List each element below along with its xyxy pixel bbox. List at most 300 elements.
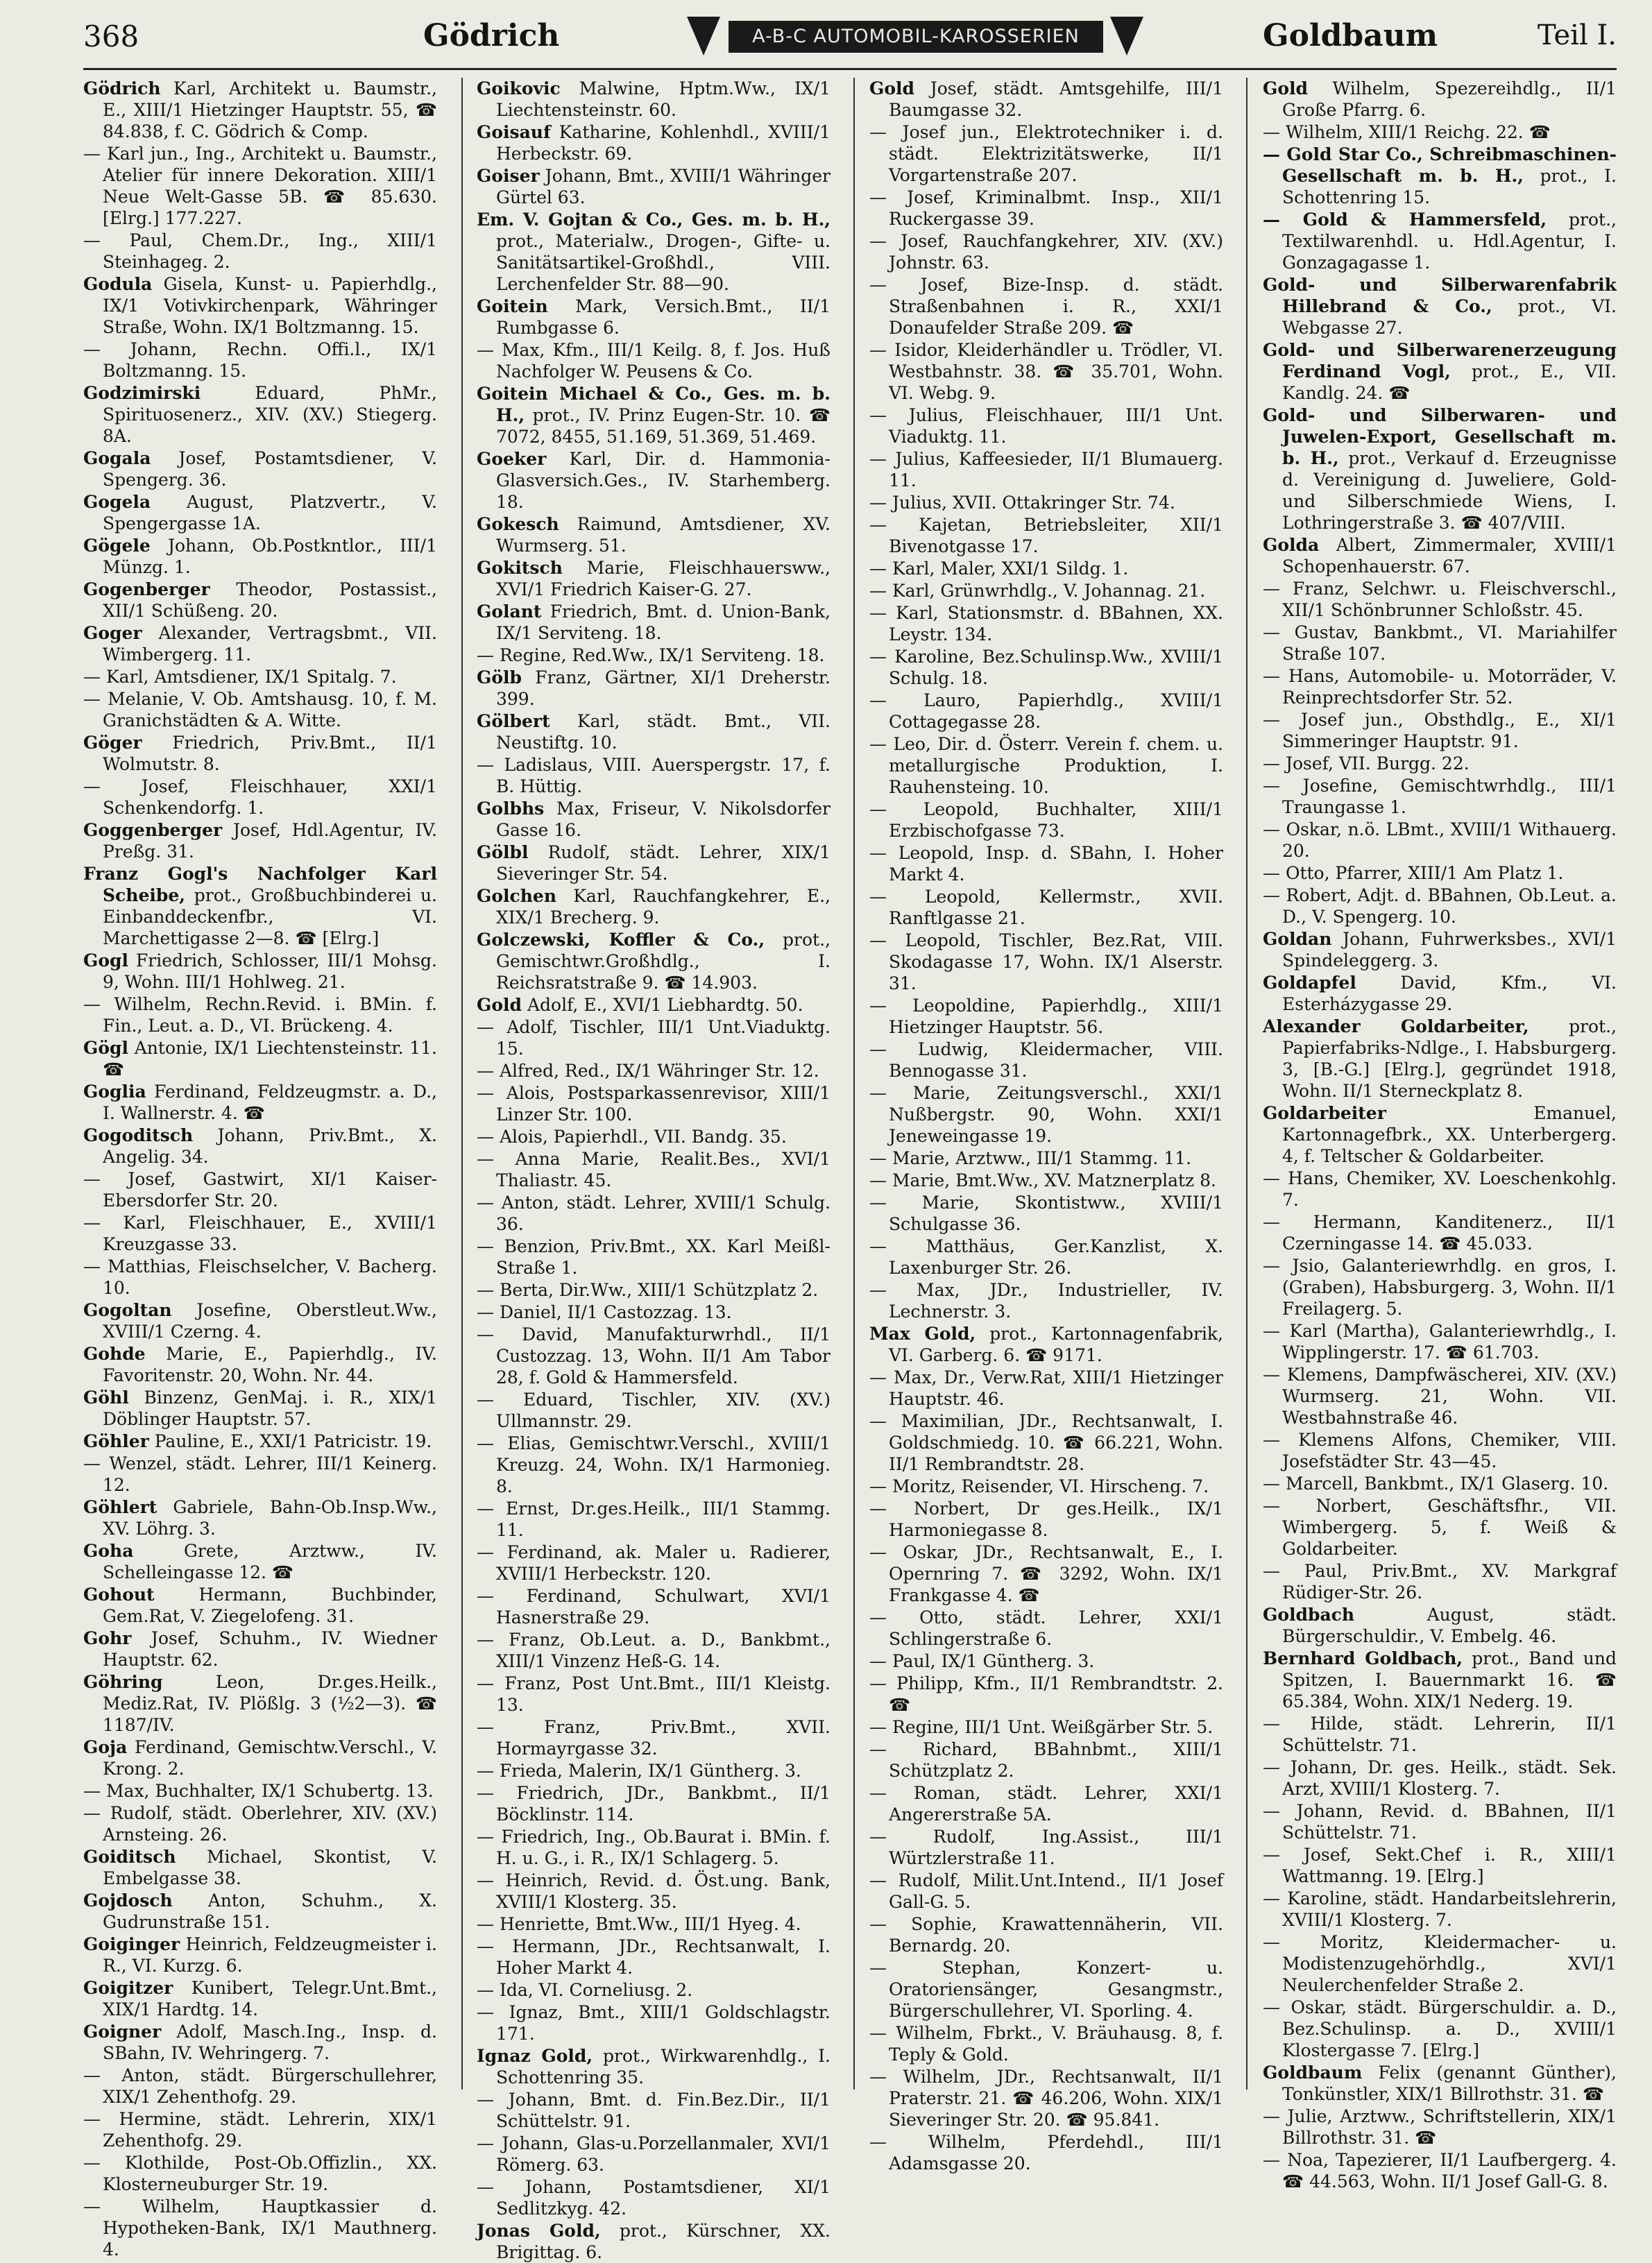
entry-details: — Franz, Post Unt.Bmt., III/1 Kleistg. 13.: [477, 1673, 831, 1715]
entry-details: Malwine, Hptm.Ww., IX/1 Liechtensteinstr. 60.: [496, 78, 831, 120]
directory-entry: [1263, 885, 1617, 928]
directory-entry: [869, 121, 1223, 186]
entry-surname: Gold: [869, 78, 915, 99]
entry-details: — Rudolf, Milit.Unt.Intend., II/1 Josef Gall-G. 5.: [869, 1870, 1223, 1912]
entry-details: — David, Manufakturwrhdl., II/1 Custozzag. 13, Wohn. II/1 Am Tabor 28, f. Gold & Hammersfeld.: [477, 1324, 831, 1387]
directory-entry: [1263, 1560, 1617, 1603]
directory-entry: [477, 1979, 831, 2001]
entry-details: — Richard, BBahnbmt., XIII/1 Schützplatz 2.: [869, 1739, 1223, 1781]
entry-details: — Anna Marie, Realit.Bes., XVI/1 Thaliastr. 45.: [477, 1149, 831, 1190]
directory-entry: [869, 1739, 1223, 1782]
directory-entry: [1263, 1888, 1617, 1931]
entry-details: prot., Wirkwarenhdlg., I. Schottenring 35.: [496, 2046, 831, 2087]
entry-details: — Moritz, Kleidermacher- u. Modistenzugehörhdlg., XVI/1 Neulerchenfelder Straße 2.: [1263, 1932, 1617, 1995]
directory-entry: [83, 1628, 437, 1671]
directory-entry: [869, 1542, 1223, 1606]
entry-details: — Maximilian, JDr., Rechtsanwalt, I. Goldschmiedg. 10. ☎ 66.221, Wohn. II/1 Rembrandtstr. 28.: [869, 1411, 1223, 1474]
entry-surname: Gogoditsch: [83, 1125, 194, 1145]
directory-entry: [1263, 972, 1617, 1015]
entry-surname: Goitein: [477, 296, 548, 316]
entry-details: — Karl, Grünwrhdlg., V. Johannag. 21.: [869, 581, 1206, 601]
entry-details: — Josef, VII. Burgg. 22.: [1263, 753, 1470, 774]
entry-details: prot., Kartonnagenfabrik, VI. Garberg. 6. ☎ 9171.: [889, 1324, 1224, 1365]
directory-entry: [83, 1496, 437, 1539]
entry-details: — Josefine, Gemischtwrhdlg., III/1 Traungasse 1.: [1263, 776, 1617, 817]
entry-surname: Gölbert: [477, 711, 550, 731]
entry-details: — Oskar, JDr., Rechtsanwalt, E., I. Opernring 7. ☎ 3292, Wohn. IX/1 Frankgasse 4. ☎: [869, 1542, 1223, 1605]
entry-details: Friedrich, Priv.Bmt., II/1 Wolmutstr. 8.: [103, 733, 437, 774]
entry-details: — Frieda, Malerin, IX/1 Güntherg. 3.: [477, 1761, 801, 1781]
entry-surname: Goigitzer: [83, 1978, 173, 1998]
directory-entry: [83, 688, 437, 731]
entry-details: Mark, Versich.Bmt., II/1 Rumbgasse 6.: [496, 296, 831, 338]
directory-entry: [477, 383, 831, 447]
column-4: [1263, 78, 1617, 2192]
directory-entry: [1263, 1997, 1617, 2061]
directory-entry: [869, 799, 1223, 842]
entry-details: Raimund, Amtsdiener, XV. Wurmserg. 51.: [496, 514, 831, 556]
directory-entry: [1263, 775, 1617, 818]
entry-details: — Hermine, städt. Lehrerin, XIX/1 Zehenthofg. 29.: [83, 2109, 437, 2151]
entry-details: — Klemens Alfons, Chemiker, VIII. Josefstädter Str. 43—45.: [1263, 1430, 1617, 1471]
entry-details: — Max, Dr., Verw.Rat, XIII/1 Hietzinger Hauptstr. 46.: [869, 1367, 1223, 1409]
directory-entry: [477, 1301, 831, 1323]
entry-surname: Goldan: [1263, 929, 1332, 949]
directory-entry: [477, 1673, 831, 1716]
entry-details: Johann, Ob.Postkntlor., III/1 Münzg. 1.: [103, 536, 437, 577]
entry-details: — Leo, Dir. d. Österr. Verein f. chem. u. metallurgische Produktion, I. Rauhensteing. 10.: [869, 734, 1223, 797]
directory-entry: [83, 1802, 437, 1845]
entry-details: Karl, städt. Bmt., VII. Neustiftg. 10.: [496, 711, 831, 753]
directory-entry: [477, 78, 831, 121]
entry-details: Wilhelm, Spezereihdlg., II/1 Große Pfarrg. 6.: [1282, 78, 1617, 120]
page-number: 368: [83, 19, 139, 53]
directory-entry: [869, 492, 1223, 513]
directory-entry: [869, 1673, 1223, 1716]
directory-entry: [83, 732, 437, 775]
entry-details: Karl, Dir. d. Hammonia-Glasversich.Ges., IV. Starhemberg. 18.: [496, 449, 831, 512]
entry-details: Gisela, Kunst- u. Papierhdlg., IX/1 Votivkirchenpark, Währinger Straße, Wohn. IX/1 Boltzmanng. 15.: [103, 274, 437, 337]
entry-details: Theodor, Postassist., XII/1 Schüßeng. 20.: [103, 579, 437, 621]
directory-entry: [477, 885, 831, 928]
directory-entry: [869, 1082, 1223, 1147]
entry-surname: Gohout: [83, 1585, 155, 1605]
directory-entry: [477, 1716, 831, 1759]
directory-entry: [83, 1387, 437, 1430]
entry-details: — Anton, städt. Lehrer, XVIII/1 Schulg. 36.: [477, 1193, 831, 1234]
entry-details: August, städt. Bürgerschuldir., V. Embelg. 46.: [1282, 1605, 1617, 1646]
directory-entry: [869, 1826, 1223, 1869]
entry-details: prot., Papierfabriks-Ndlge., I. Habsburgerg. 3, [B.-G.] [Elrg.], gegründet 1918, Wohn. II/1 Sterneckplatz 8.: [1282, 1016, 1617, 1101]
entry-surname: Goiser: [477, 166, 540, 186]
entry-surname: Goitein Michael & Co., Ges. m. b. H.,: [477, 384, 831, 425]
entry-details: — Norbert, Dr ges.Heilk., IX/1 Harmoniegasse 8.: [869, 1498, 1223, 1540]
directory-entry: [869, 514, 1223, 557]
directory-entry: [83, 1584, 437, 1627]
directory-entry: [83, 666, 437, 688]
directory-entry: [83, 230, 437, 273]
entry-details: — Klothilde, Post-Ob.Offizlin., XX. Klosterneuburger Str. 19.: [83, 2153, 437, 2194]
directory-entry: [83, 1846, 437, 1889]
entry-details: — Karl jun., Ing., Architekt u. Baumstr., Atelier für innere Dekoration. XIII/1 Neue Welt-Gasse 5B. ☎ 85.630. [Elrg.] 177.227.: [83, 144, 437, 228]
directory-entry: [83, 993, 437, 1036]
directory-entry: [83, 1736, 437, 1779]
entry-details: — Franz, Selchwr. u. Fleischverschl., XII/1 Schönbrunner Schloßstr. 45.: [1263, 579, 1617, 620]
directory-entry: [869, 995, 1223, 1038]
entry-details: — Julius, Kaffeesieder, II/1 Blumauerg. 11.: [869, 449, 1223, 490]
ornament-right-icon: [1110, 17, 1143, 55]
directory-entry: [477, 929, 831, 993]
directory-entry: [477, 1148, 831, 1191]
directory-entry: [83, 382, 437, 447]
directory-entry: [869, 78, 1223, 121]
directory-entry: [477, 798, 831, 841]
directory-entry: [1263, 819, 1617, 862]
entry-details: — Wilhelm, Pferdehdl., III/1 Adamsgasse 20.: [869, 2132, 1223, 2174]
entry-details: Marie, E., Papierhdlg., IV. Favoritenstr. 20, Wohn. Nr. 44.: [103, 1344, 437, 1385]
entry-surname: Gögl: [83, 1038, 129, 1058]
entry-details: Binzenz, GenMaj. i. R., XIX/1 Döblinger Hauptstr. 57.: [103, 1387, 437, 1429]
directory-entry: [477, 667, 831, 710]
directory-entry: [83, 1933, 437, 1976]
directory-entry: [477, 1192, 831, 1235]
directory-entry: [1263, 339, 1617, 404]
column-divider: [1246, 78, 1247, 2090]
directory-entry: [477, 448, 831, 513]
directory-entry: [1263, 862, 1617, 884]
directory-entry: [1263, 1757, 1617, 1800]
directory-entry: [83, 579, 437, 622]
directory-entry: [869, 1323, 1223, 1366]
entry-details: — Karl, Fleischhauer, E., XVIII/1 Kreuzgasse 33.: [83, 1213, 437, 1254]
entry-details: — Henriette, Bmt.Ww., III/1 Hyeg. 4.: [477, 1914, 801, 1934]
entry-surname: Golant: [477, 601, 542, 622]
directory-entry: [869, 2131, 1223, 2174]
directory-entry: [477, 1498, 831, 1541]
directory-entry: [83, 1540, 437, 1583]
directory-entry: [869, 1476, 1223, 1497]
entry-surname: Goiditsch: [83, 1847, 176, 1867]
directory-entry: [477, 121, 831, 164]
directory-entry: [869, 1716, 1223, 1738]
entry-details: Michael, Skontist, V. Embelgasse 38.: [103, 1847, 437, 1888]
directory-entry: [83, 1081, 437, 1124]
directory-entry: [869, 1147, 1223, 1169]
directory-entry: [477, 1060, 831, 1082]
entry-details: Johann, Priv.Bmt., X. Angelig. 34.: [103, 1125, 437, 1167]
entry-details: — Josef, Kriminalbmt. Insp., XII/1 Ruckergasse 39.: [869, 187, 1223, 229]
directory-entry: [83, 2065, 437, 2108]
entry-details: — Benzion, Priv.Bmt., XX. Karl Meißl-Straße 1.: [477, 1236, 831, 1278]
directory-entry: [477, 2133, 831, 2176]
entry-surname: Gohde: [83, 1344, 146, 1364]
entry-details: — Eduard, Tischler, XIV. (XV.) Ullmannstr. 29.: [477, 1390, 831, 1431]
entry-surname: Goja: [83, 1737, 128, 1757]
entry-surname: Max Gold,: [869, 1324, 976, 1344]
directory-entry: [1263, 1168, 1617, 1211]
directory-entry: [477, 1433, 831, 1497]
directory-entry: [869, 2022, 1223, 2065]
directory-entry: [83, 2196, 437, 2260]
directory-entry: [83, 776, 437, 819]
entry-surname: Em. V. Gojtan & Co., Ges. m. b. H.,: [477, 210, 831, 230]
entry-details: Pauline, E., XXI/1 Patricistr. 19.: [154, 1431, 432, 1451]
entry-details: Karl, Rauchfangkehrer, E., XIX/1 Brecherg. 9.: [496, 886, 831, 928]
directory-entry: [477, 644, 831, 666]
entry-details: — Friedrich, Ing., Ob.Baurat i. BMin. f. H. u. G., i. R., IX/1 Schlagerg. 5.: [477, 1827, 831, 1868]
entry-surname: Franz Gogl's Nachfolger Karl Scheibe,: [83, 864, 437, 905]
entry-surname: Godzimirski: [83, 383, 201, 403]
directory-entry: [1263, 1800, 1617, 1843]
entry-details: — Wilhelm, Fbrkt., V. Bräuhausg. 8, f. Teply & Gold.: [869, 2023, 1223, 2065]
volume-label: Teil I.: [1537, 19, 1617, 51]
entry-details: Josef, Hdl.Agentur, IV. Preßg. 31.: [103, 820, 437, 862]
entry-details: — Ludwig, Kleidermacher, VIII. Bennogasse 31.: [869, 1039, 1223, 1081]
directory-entry: [477, 601, 831, 644]
entry-details: — Regine, Red.Ww., IX/1 Serviteng. 18.: [477, 645, 825, 665]
entry-details: Leon, Dr.ges.Heilk., Mediz.Rat, IV. Plößlg. 3 (½2—3). ☎ 1187/IV.: [103, 1672, 438, 1735]
directory-entry: [477, 1782, 831, 1825]
directory-entry: [869, 1236, 1223, 1279]
directory-entry: [1263, 1429, 1617, 1472]
entry-details: August, Platzvertr., V. Spengergasse 1A.: [103, 492, 438, 533]
entry-details: — Oskar, n.ö. LBmt., XVIII/1 Withauerg. 20.: [1263, 819, 1617, 861]
entry-surname: Göhring: [83, 1672, 163, 1692]
entry-details: — Johann, Glas-u.Porzellanmaler, XVI/1 Römerg. 63.: [477, 2133, 831, 2175]
entry-surname: Goeker: [477, 449, 547, 469]
entry-details: — Karoline, städt. Handarbeitslehrerin, XVIII/1 Klosterg. 7.: [1263, 1888, 1617, 1930]
directory-entry: [83, 819, 437, 862]
entry-details: Johann, Fuhrwerksbes., XVI/1 Spindeleggerg. 3.: [1282, 929, 1617, 971]
directory-entry: [869, 1039, 1223, 1082]
entry-details: — Josef, Bize-Insp. d. städt. Straßenbahnen i. R., XXI/1 Donaufelder Straße 209. ☎: [869, 275, 1223, 338]
entry-details: — Karl, Amtsdiener, IX/1 Spitalg. 7.: [83, 667, 397, 687]
entry-details: — Adolf, Tischler, III/1 Unt.Viaduktg. 15.: [477, 1017, 831, 1059]
directory-entry: [1263, 2062, 1617, 2105]
directory-entry: [1263, 404, 1617, 533]
entry-surname: Göger: [83, 733, 142, 753]
entry-details: — Hermann, Kanditenerz., II/1 Czerningasse 14. ☎ 45.033.: [1263, 1212, 1617, 1254]
entry-surname: Gold: [477, 995, 522, 1015]
directory-entry: [83, 1299, 437, 1342]
entry-surname: Gölb: [477, 667, 522, 688]
directory-entry: [477, 1913, 831, 1935]
directory-entry: [869, 1870, 1223, 1913]
entry-details: — Sophie, Krawattennäherin, VII. Bernardg. 20.: [869, 1914, 1223, 1956]
directory-entry: [1263, 1604, 1617, 1647]
entry-details: — Marie, Skontistww., XVIII/1 Schulgasse 36.: [869, 1193, 1223, 1234]
directory-entry: [869, 187, 1223, 230]
entry-details: — Leopold, Buchhalter, XIII/1 Erzbischofgasse 73.: [869, 799, 1223, 841]
entry-details: prot., E., VII. Kandlg. 24. ☎: [1282, 361, 1617, 403]
directory-entry: [1263, 1713, 1617, 1756]
directory-entry: [83, 2108, 437, 2151]
directory-entry: [1263, 1931, 1617, 1996]
entry-details: — Max, Kfm., III/1 Keilg. 8, f. Jos. Huß Nachfolger W. Peusens & Co.: [477, 340, 831, 382]
directory-entry: [83, 1890, 437, 1933]
directory-entry: [869, 1607, 1223, 1650]
directory-entry: [1263, 144, 1617, 208]
directory-entry: [83, 2021, 437, 2064]
entry-details: — Marie, Bmt.Ww., XV. Matznerplatz 8.: [869, 1170, 1216, 1190]
directory-entry: [1263, 1211, 1617, 1254]
entry-surname: Goha: [83, 1541, 134, 1561]
entry-surname: Gold- und Silberwarenerzeugung Ferdinand Vogl,: [1263, 340, 1617, 382]
entry-details: Antonie, IX/1 Liechtensteinstr. 11. ☎: [103, 1038, 437, 1079]
entry-details: Albert, Zimmermaler, XVIII/1 Schopenhauerstr. 67.: [1282, 535, 1617, 577]
directory-entry: [477, 1936, 831, 1979]
entry-surname: Goldarbeiter: [1263, 1103, 1386, 1123]
entry-surname: Golczewski, Koffler & Co.,: [477, 930, 765, 950]
entry-details: — Otto, städt. Lehrer, XXI/1 Schlingerstraße 6.: [869, 1607, 1223, 1649]
directory-entry: [83, 1431, 437, 1452]
entry-details: — Wilhelm, Rechn.Revid. i. BMin. f. Fin., Leut. a. D., VI. Brückeng. 4.: [83, 994, 437, 1036]
entry-details: — Hilde, städt. Lehrerin, II/1 Schüttelstr. 71.: [1263, 1714, 1617, 1755]
entry-surname: Gold- und Silberwarenfabrik Hillebrand & Co.,: [1263, 275, 1617, 316]
entry-surname: — Gold Star Co., Schreibmaschinen-Gesellschaft m. b. H.,: [1263, 144, 1617, 186]
directory-entry: [477, 1279, 831, 1301]
directory-entry: [477, 1082, 831, 1125]
entry-details: — Moritz, Reisender, VI. Hirscheng. 7.: [869, 1476, 1209, 1496]
entry-details: — Josef jun., Obsthdlg., E., XI/1 Simmeringer Hauptstr. 91.: [1263, 710, 1617, 751]
directory-entry: [1263, 1102, 1617, 1167]
directory-entry: [83, 339, 437, 382]
directory-entry: [869, 274, 1223, 339]
directory-entry: [83, 1780, 437, 1802]
directory-entry: [1263, 1648, 1617, 1712]
directory-entry: [869, 404, 1223, 447]
entry-surname: Gojdosch: [83, 1890, 173, 1911]
entry-details: — Franz, Ob.Leut. a. D., Bankbmt., XIII/1 Vinzenz Heß-G. 14.: [477, 1630, 831, 1671]
entry-details: — Johann, Revid. d. BBahnen, II/1 Schüttelstr. 71.: [1263, 1801, 1617, 1843]
entry-details: — Wilhelm, Hauptkassier d. Hypotheken-Bank, IX/1 Mauthnerg. 4.: [83, 2196, 437, 2260]
entry-surname: Gogenberger: [83, 579, 210, 599]
directory-entry: [1263, 622, 1617, 665]
directory-entry: [83, 950, 437, 993]
entry-details: Josef, Postamtsdiener, V. Spengerg. 36.: [103, 448, 437, 490]
entry-details: Felix (genannt Günther), Tonkünstler, XIX/1 Billrothstr. 31. ☎: [1282, 2063, 1617, 2104]
entry-details: Alexander, Vertragsbmt., VII. Wimbergerg. 11.: [103, 623, 437, 665]
entry-details: — Johann, Dr. ges. Heilk., städt. Sek. Arzt, XVIII/1 Klosterg. 7.: [1263, 1757, 1617, 1799]
entry-details: — Leopoldine, Papierhdlg., XIII/1 Hietzinger Hauptstr. 56.: [869, 996, 1223, 1037]
directory-entry: [477, 296, 831, 339]
directory-entry: [83, 1125, 437, 1168]
entry-details: Katharine, Kohlenhdl., XVIII/1 Herbeckstr. 69.: [496, 122, 831, 164]
entry-details: prot., Band und Spitzen, I. Bauernmarkt 16. ☎ 65.384, Wohn. XIX/1 Nederg. 19.: [1282, 1648, 1617, 1711]
entry-surname: Goggenberger: [83, 820, 223, 840]
directory-entry: [477, 754, 831, 797]
entry-details: prot., VI. Webgasse 27.: [1282, 296, 1617, 338]
entry-details: — Ferdinand, ak. Maler u. Radierer, XVIII/1 Herbeckstr. 120.: [477, 1542, 831, 1584]
entry-details: — Julius, XVII. Ottakringer Str. 74.: [869, 493, 1175, 513]
entry-details: David, Kfm., VI. Esterházygasse 29.: [1282, 973, 1617, 1014]
entry-details: — Rudolf, Ing.Assist., III/1 Würtzlerstraße 11.: [869, 1827, 1223, 1868]
entry-details: — Berta, Dir.Ww., XIII/1 Schützplatz 2.: [477, 1280, 819, 1300]
directory-entry: [869, 1279, 1223, 1322]
directory-entry: [869, 230, 1223, 273]
entry-details: — Gustav, Bankbmt., VI. Mariahilfer Straße 107.: [1263, 622, 1617, 664]
directory-entry: [477, 1542, 831, 1585]
entry-details: — Melanie, V. Ob. Amtshausg. 10, f. M. Granichstädten & A. Witte.: [83, 689, 437, 731]
entry-details: prot., IV. Prinz Eugen-Str. 10. ☎ 7072, 8455, 51.169, 51.369, 51.469.: [496, 405, 831, 447]
entry-details: prot., Verkauf d. Erzeugnisse d. Vereinigung d. Juweliere, Gold- und Silberschmiede Wiens, I. Lothringerstraße 3. ☎ 407/VIII.: [1282, 448, 1617, 533]
entry-details: Ferdinand, Feldzeugmstr. a. D., I. Wallnerstr. 4. ☎: [103, 1082, 437, 1123]
directory-entry: [1263, 709, 1617, 752]
entry-surname: Goigner: [83, 2022, 162, 2042]
left-running-head: Gödrich: [423, 18, 560, 53]
entry-surname: Jonas Gold,: [477, 2221, 601, 2241]
directory-entry: [1263, 928, 1617, 971]
directory-entry: [869, 1192, 1223, 1235]
directory-entry: [477, 339, 831, 382]
column-divider: [853, 78, 855, 2090]
entry-details: Friedrich, Bmt. d. Union-Bank, IX/1 Serviteng. 18.: [496, 601, 831, 643]
directory-entry: [869, 1650, 1223, 1672]
column-2: [477, 78, 831, 2262]
entry-details: prot., Großbuchbinderei u. Einbanddeckenfbr., VI. Marchettigasse 2—8. ☎ [Elrg.]: [103, 885, 437, 948]
directory-entry: [869, 1498, 1223, 1541]
entry-details: — Josef, Sekt.Chef i. R., XIII/1 Wattmanng. 19. [Elrg.]: [1263, 1845, 1617, 1886]
directory-entry: [869, 886, 1223, 929]
entry-details: — Johann, Rechn. Offi.l., IX/1 Boltzmanng. 15.: [83, 339, 437, 381]
directory-entry: [477, 513, 831, 556]
entry-details: — Matthias, Fleischselcher, V. Bacherg. 10.: [83, 1256, 437, 1298]
directory-entry: [869, 339, 1223, 404]
entry-surname: Goiginger: [83, 1934, 180, 1954]
directory-entry: [1263, 121, 1617, 143]
entry-surname: Golchen: [477, 886, 557, 906]
entry-surname: Goger: [83, 623, 142, 643]
entry-details: — Josef, Fleischhauer, XXI/1 Schenkendorfg. 1.: [83, 776, 437, 818]
entry-details: — Franz, Priv.Bmt., XVII. Hormayrgasse 32.: [477, 1717, 831, 1759]
directory-entry: [477, 1870, 831, 1913]
directory-entry: [477, 1324, 831, 1388]
directory-entry: [83, 1977, 437, 2020]
directory-entry: [869, 1957, 1223, 2022]
entry-details: Eduard, PhMr., Spirituosenerz., XIV. (XV.) Stiegerg. 8A.: [103, 383, 437, 446]
entry-surname: Gödrich: [83, 78, 161, 99]
entry-details: Grete, Arztww., IV. Schelleingasse 12. ☎: [103, 1541, 437, 1582]
directory-entry: [1263, 534, 1617, 577]
entry-details: Friedrich, Schlosser, III/1 Mohsg. 9, Wohn. III/1 Hohlweg. 21.: [103, 950, 437, 992]
directory-entry: [83, 863, 437, 949]
directory-entry: [1263, 1364, 1617, 1428]
directory-entry: [869, 448, 1223, 491]
entry-details: Marie, Fleischhauersww., XVI/1 Friedrich Kaiser-G. 27.: [496, 558, 831, 599]
entry-details: — Noa, Tapezierer, II/1 Laufbergerg. 4. ☎ 44.563, Wohn. II/1 Josef Gall-G. 8.: [1263, 2150, 1617, 2192]
entry-details: — Karl, Maler, XXI/1 Sildg. 1.: [869, 558, 1129, 579]
entry-surname: Goldbaum: [1263, 2063, 1363, 2083]
entry-details: prot., Textilwarenhdl. u. Hdl.Agentur, I. Gonzagagasse 1.: [1282, 210, 1617, 273]
entry-details: — Anton, städt. Bürgerschullehrer, XIX/1 Zehenthofg. 29.: [83, 2065, 437, 2107]
entry-surname: Goglia: [83, 1082, 146, 1102]
entry-surname: Gold- und Silberwaren- und Juwelen-Export, Gesellschaft m. b. H.,: [1263, 405, 1617, 468]
directory-entry: [1263, 1255, 1617, 1320]
directory-entry: [477, 842, 831, 885]
directory-entry: [477, 1585, 831, 1628]
directory-entry: [869, 1913, 1223, 1956]
directory-entry: [1263, 578, 1617, 621]
directory-columns: [83, 78, 1617, 2262]
entry-details: — Karoline, Bez.Schulinsp.Ww., XVIII/1 Schulg. 18.: [869, 647, 1223, 688]
header-rule: [83, 68, 1617, 70]
directory-entry: [477, 1826, 831, 1869]
entry-details: Ferdinand, Gemischtw.Verschl., V. Krong. 2.: [103, 1737, 437, 1779]
entry-details: — Regine, III/1 Unt. Weißgärber Str. 5.: [869, 1717, 1214, 1737]
directory-entry: [477, 2045, 831, 2088]
entry-details: Max, Friseur, V. Nikolsdorfer Gasse 16.: [496, 799, 831, 840]
entry-details: Franz, Gärtner, XI/1 Dreherstr. 399.: [496, 667, 831, 709]
